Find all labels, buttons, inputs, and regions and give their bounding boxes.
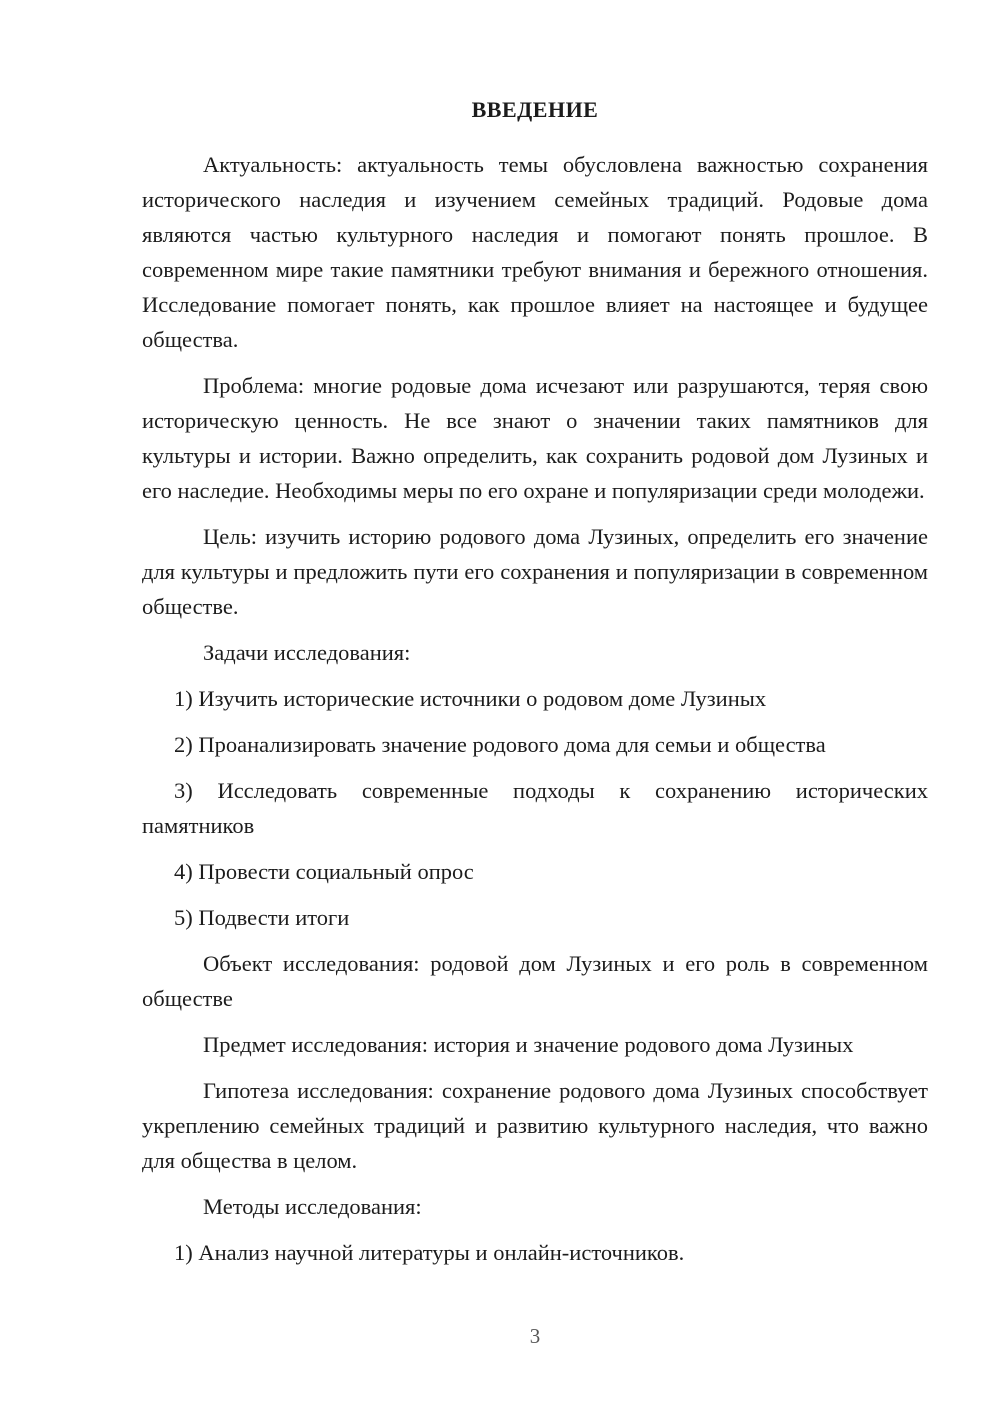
task-item-2: 2) Проанализировать значение родового дома для семьи и общества bbox=[174, 732, 826, 757]
methods-heading: Методы исследования: bbox=[203, 1194, 422, 1219]
method-item-1: 1) Анализ научной литературы и онлайн-источников. bbox=[174, 1240, 685, 1265]
task-item-1: 1) Изучить исторические источники о родовом доме Лузиных bbox=[174, 686, 767, 711]
task-item-5: 5) Подвести итоги bbox=[174, 905, 350, 930]
document-page bbox=[142, 92, 928, 1281]
relevance-paragraph: Актуальность: актуальность темы обусловлена важностью сохранения исторического наследия и изучением семейных традиций. Родовые дома являются частью культурного наследия и помогают понять прошлое. В современном мире такие памятники требуют внимания и бережного отношения. Исследование помогает понять, как прошлое влияет на настоящее и будущее общества. bbox=[142, 152, 928, 352]
page-number: 3 bbox=[529, 1324, 541, 1348]
task-item-4: 4) Провести социальный опрос bbox=[174, 859, 474, 884]
task-item-3: 3) Исследовать современные подходы к сохранению исторических памятников bbox=[142, 778, 928, 838]
subject-paragraph: Предмет исследования: история и значение родового дома Лузиных bbox=[203, 1032, 854, 1057]
problem-paragraph: Проблема: многие родовые дома исчезают или разрушаются, теряя свою историческую ценность. Не все знают о значении таких памятников для культуры и истории. Важно определить, как сохранить родовой дом Лузиных и его наследие. Необходимы меры по его охране и популяризации среди молодежи. bbox=[142, 373, 928, 503]
page-title: ВВЕДЕНИЕ bbox=[471, 97, 599, 122]
object-paragraph: Объект исследования: родовой дом Лузиных и его роль в современном обществе bbox=[142, 951, 928, 1011]
tasks-heading: Задачи исследования: bbox=[203, 640, 411, 665]
hypothesis-paragraph: Гипотеза исследования: сохранение родового дома Лузиных способствует укреплению семейных традиций и развитию культурного наследия, что важно для общества в целом. bbox=[142, 1078, 928, 1173]
goal-paragraph: Цель: изучить историю родового дома Лузиных, определить его значение для культуры и предложить пути его сохранения и популяризации в современном обществе. bbox=[142, 524, 928, 619]
